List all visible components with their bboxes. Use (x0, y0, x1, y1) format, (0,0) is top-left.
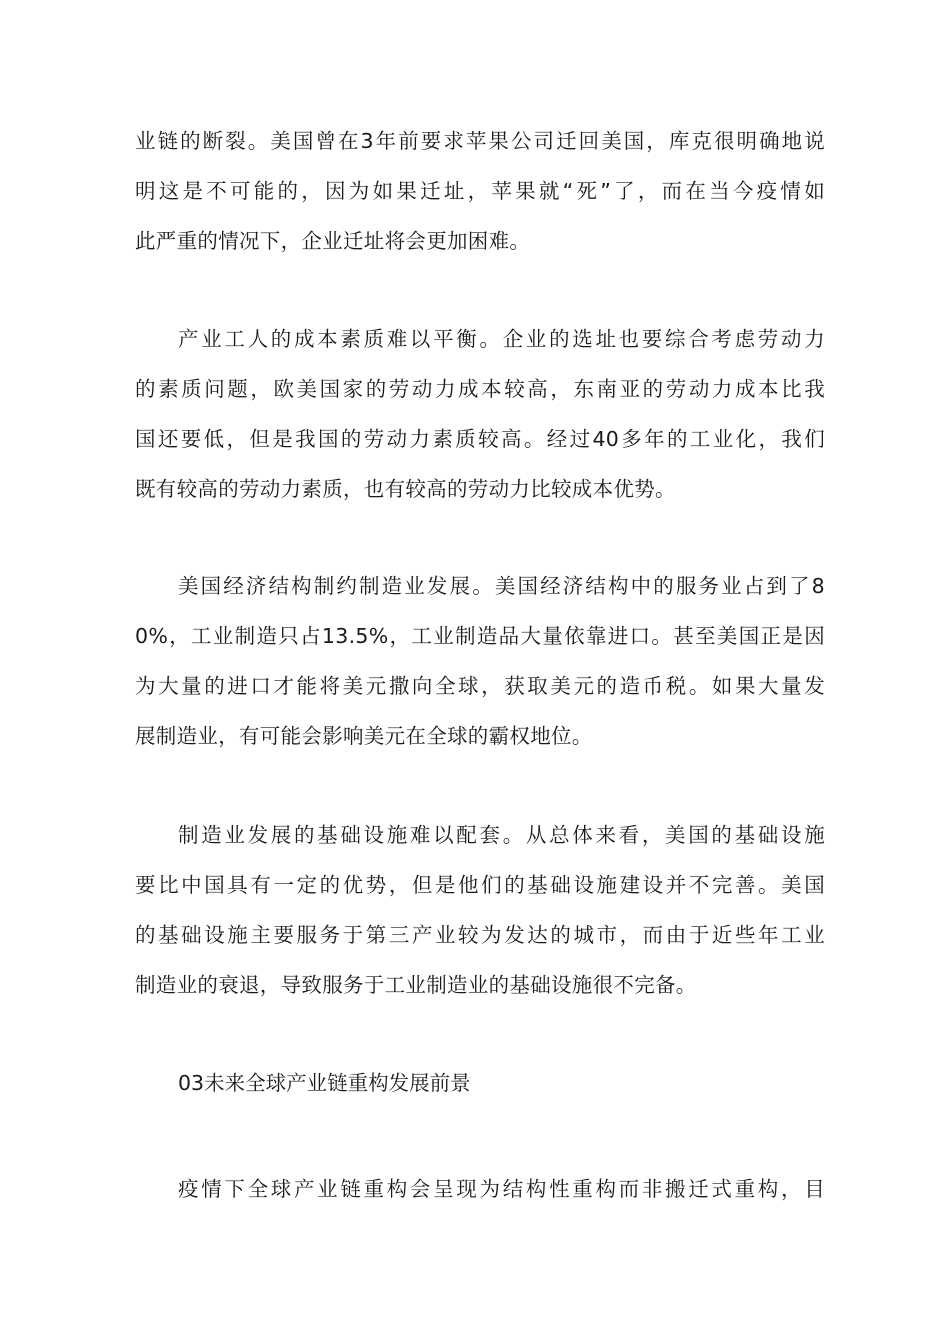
text-line: 的基础设施主要服务于第三产业较为发达的城市，而由于近些年工业 (135, 923, 825, 947)
text-line: 产业工人的成本素质难以平衡。企业的选址也要综合考虑劳动力 (178, 327, 825, 351)
paragraph-labor-cost (135, 314, 825, 514)
text-line: 美国经济结构制约制造业发展。美国经济结构中的服务业占到了8 (178, 574, 825, 598)
text-line: 的素质问题，欧美国家的劳动力成本较高，东南亚的劳动力成本比我 (135, 377, 825, 401)
text-line: 制造业发展的基础设施难以配套。从总体来看，美国的基础设施 (178, 823, 825, 847)
text-line: 既有较高的劳动力素质，也有较高的劳动力比较成本优势。 (135, 477, 676, 501)
text-line: 展制造业，有可能会影响美元在全球的霸权地位。 (135, 724, 593, 748)
text-line: 为大量的进口才能将美元撒向全球，获取美元的造币税。如果大量发 (135, 674, 825, 698)
text-line: 业链的断裂。美国曾在3年前要求苹果公司迁回美国，库克很明确地说 (135, 129, 825, 153)
text-line: 要比中国具有一定的优势，但是他们的基础设施建设并不完善。美国 (135, 873, 825, 897)
text-line: 制造业的衰退，导致服务于工业制造业的基础设施很不完备。 (135, 973, 697, 997)
text-line: 明这是不可能的，因为如果迁址，苹果就“死”了，而在当今疫情如 (135, 179, 825, 203)
paragraph-restructuring (135, 1164, 825, 1214)
paragraph-infrastructure (135, 810, 825, 1010)
text-line: 0%，工业制造只占13.5%，工业制造品大量依靠进口。甚至美国正是因 (135, 624, 825, 648)
paragraph-supply-chain-break (135, 116, 825, 266)
paragraph-economic-structure (135, 561, 825, 761)
section-heading: 03未来全球产业链重构发展前景 (178, 1071, 471, 1095)
text-line: 此严重的情况下，企业迁址将会更加困难。 (135, 229, 531, 253)
text-line: 疫情下全球产业链重构会呈现为结构性重构而非搬迁式重构，目 (178, 1177, 825, 1201)
text-line: 国还要低，但是我国的劳动力素质较高。经过40多年的工业化，我们 (135, 427, 825, 451)
